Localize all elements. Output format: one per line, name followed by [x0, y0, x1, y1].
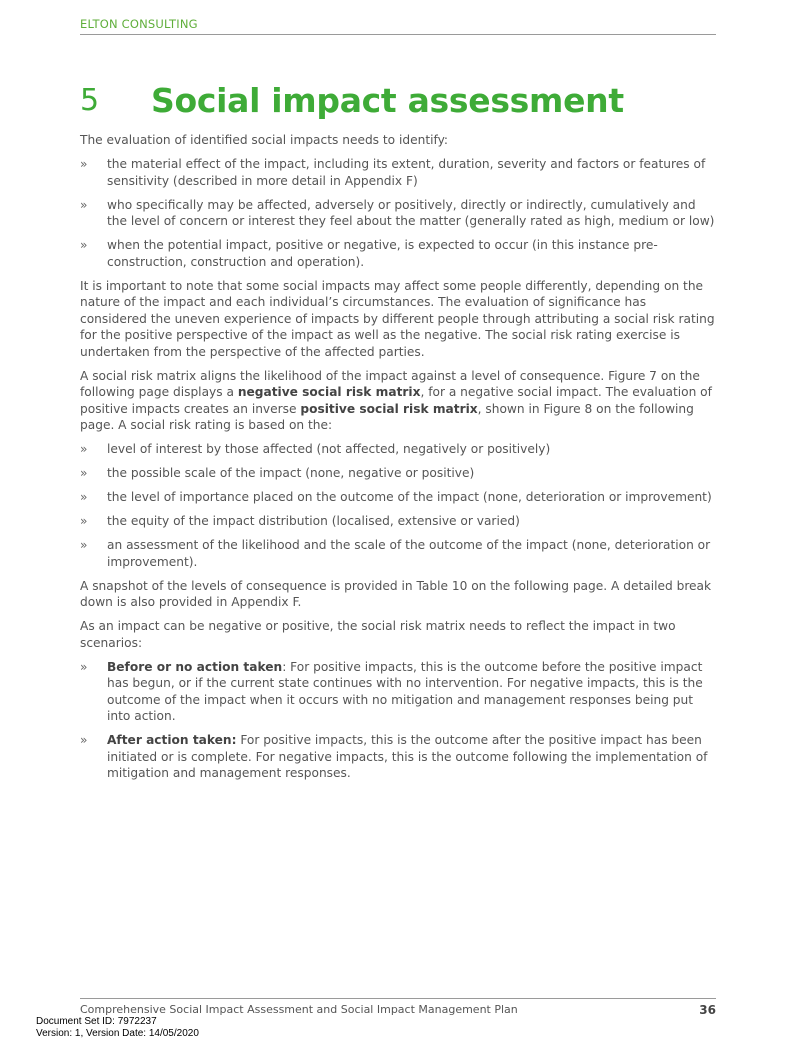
negative-matrix-term: negative social risk matrix	[237, 385, 421, 399]
document-stamp	[36, 1016, 199, 1040]
document-version: Version: 1, Version Date: 14/05/2020	[36, 1028, 199, 1039]
scenario-label: Before or no action taken	[107, 659, 283, 674]
company-name: ELTON CONSULTING	[80, 17, 198, 31]
bullet-marker: »	[80, 238, 88, 252]
rating-basis-list	[80, 441, 716, 570]
list-item: » the level of importance placed on the outcome of the impact (none, deterioration or improvement)	[80, 490, 712, 504]
page-number: 36	[699, 1003, 716, 1017]
bullet-marker: »	[80, 197, 88, 212]
criteria-list	[80, 156, 716, 270]
bullet-marker: »	[80, 466, 88, 480]
intro-paragraph: The evaluation of identified social impacts needs to identify:	[80, 133, 449, 147]
list-item: » who specifically may be affected, adversely or positively, directly or indirectly, cumulatively and the level of concern or interest they feel about the matter (generally rated as high, medium or low)	[80, 197, 715, 228]
list-item: » the material effect of the impact, including its extent, duration, severity and factors or features of sensitivity (described in more detail in Appendix F)	[80, 157, 706, 188]
section-number: 5	[80, 82, 100, 118]
bullet-marker: »	[80, 157, 88, 171]
list-item: » level of interest by those affected (not affected, negatively or positively)	[80, 442, 551, 456]
snapshot-paragraph: A snapshot of the levels of consequence is provided in Table 10 on the following page. A detailed break down is also provided in Appendix F.	[80, 578, 712, 609]
document-set-id: Document Set ID: 7972237	[36, 1016, 157, 1027]
bullet-marker: »	[80, 538, 88, 552]
positive-matrix-term: positive social risk matrix	[300, 401, 478, 416]
section-title: Social impact assessment	[151, 80, 624, 120]
body-text	[80, 132, 716, 789]
document-title: Comprehensive Social Impact Assessment and Social Impact Management Plan	[80, 1003, 518, 1016]
list-item: » the possible scale of the impact (none, negative or positive)	[80, 466, 475, 480]
bullet-marker: »	[80, 490, 88, 504]
scenarios-list	[80, 659, 716, 782]
section-heading	[80, 78, 624, 122]
bullet-marker: »	[80, 659, 88, 674]
bullet-marker: »	[80, 442, 88, 456]
note-paragraph: It is important to note that some social impacts may affect some people differently, depending on the nature of the impact and each individual’s circumstances. The evaluation of significance has considered the uneven experience of impacts by different people through attributing a social risk rating for the positive perspective of the impact as well as the negative. The social risk rating exercise is undertaken from the perspective of the affected parties.	[80, 278, 715, 359]
list-item: » an assessment of the likelihood and the scale of the outcome of the impact (none, deterioration or improvement).	[80, 538, 711, 569]
list-item: » Before or no action taken: For positive impacts, this is the outcome before the positive impact has begun, or if the current state continues with no intervention. For negative impacts, this is the outcome of the impact when it occurs with no mitigation and management responses being put into action.	[80, 659, 703, 723]
list-item: » the equity of the impact distribution (localised, extensive or varied)	[80, 514, 520, 528]
running-footer	[80, 998, 716, 1017]
matrix-paragraph: A social risk matrix aligns the likelihood of the impact against a level of consequence. Figure 7 on the following page displays a negative social risk matrix, for a negative social impact. The evaluation of positive impacts creates an inverse positive social risk matrix, shown in Figure 8 on the following page. A social risk rating is based on the:	[80, 368, 712, 432]
running-header	[80, 17, 716, 35]
list-item: » when the potential impact, positive or negative, is expected to occur (in this instance pre-construction, construction and operation).	[80, 238, 658, 269]
list-item: » After action taken: For positive impacts, this is the outcome after the positive impact has been initiated or is complete. For negative impacts, this is the outcome following the implementation of mitigation and management responses.	[80, 733, 708, 780]
bullet-marker: »	[80, 514, 88, 528]
bullet-marker: »	[80, 733, 88, 747]
scenarios-paragraph: As an impact can be negative or positive, the social risk matrix needs to reflect the impact in two scenarios:	[80, 619, 676, 650]
scenario-label: After action taken:	[107, 733, 237, 747]
